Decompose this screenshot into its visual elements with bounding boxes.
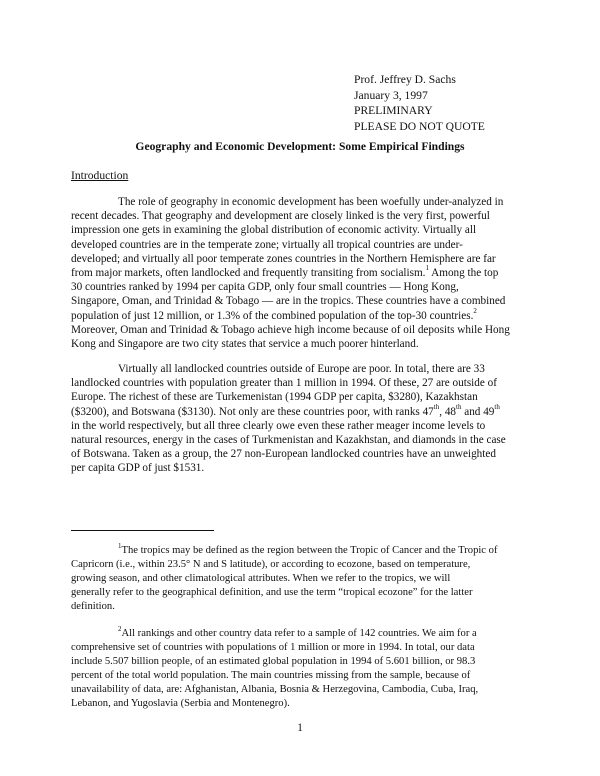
section-heading-introduction: Introduction — [71, 169, 129, 182]
paper-title: Geography and Economic Development: Some Empirical Findings — [135, 140, 465, 153]
text-segment: population of just 12 million, or 1.3% of the combined population of the top-30 countries. — [71, 309, 474, 322]
footnote-mark-1: 1 — [118, 542, 122, 550]
text-line: Moreover, Oman and Trinidad & Tobago achieve high income because of oil deposits while Hong — [71, 323, 510, 336]
text-line: comprehensive set of countries with populations of 1 million or more in 1994. In total, our data — [71, 641, 475, 653]
text-segment: from major markets, often landlocked and frequently transiting from socialism. — [71, 267, 426, 280]
text-line — [71, 402, 530, 419]
text-line: unavailability of data, are: Afghanistan, Albania, Bosnia & Herzegovina, Cambodia, Cuba, Iraq, — [71, 683, 479, 695]
footnote-mark-2: 2 — [118, 625, 122, 633]
ordinal-suffix: th — [494, 402, 500, 411]
text-line — [71, 306, 530, 323]
text-segment: The tropics may be defined as the region between the Tropic of Cancer and the Tropic of — [121, 545, 498, 556]
text-segment: , 48 — [439, 405, 456, 418]
text-line: developed countries are in the temperate zone; virtually all tropical countries are under- — [71, 238, 463, 251]
text-segment: developed; and virtually all poor temperate zones countries in the Northern Hemisphere are far — [71, 252, 496, 265]
text-line: The role of geography in economic development has been woefully under-analyzed in — [118, 196, 504, 208]
author-header — [354, 72, 485, 134]
text-line: landlocked countries with population greater than 1 million in 1994. Of these, 27 are outside of — [71, 377, 497, 390]
text-line: recent decades. That geography and development are closely linked is the very first, powerful — [71, 210, 490, 223]
page-number: 1 — [297, 722, 303, 734]
text-segment: ($3200), and Botswana ($3130). Not only are these countries poor, with ranks 47 — [71, 405, 434, 418]
text-line: Virtually all landlocked countries outside of Europe are poor. In total, there are 33 — [118, 363, 485, 375]
text-line — [71, 266, 530, 280]
author-name: Prof. Jeffrey D. Sachs — [354, 73, 456, 86]
text-segment: Among the top — [428, 267, 499, 280]
text-line: 30 countries ranked by 1994 per capita GDP, only four small countries — Hong Kong, — [71, 281, 459, 294]
text-line: Lebanon, and Yugoslavia (Serbia and Montenegro). — [71, 697, 290, 709]
ordinal-suffix: th — [456, 402, 462, 411]
text-line: definition. — [71, 600, 115, 612]
text-line: in the world respectively, but all three clearly owe even these rather meager income levels to — [71, 419, 486, 432]
paragraph-2 — [71, 362, 530, 476]
document-date: January 3, 1997 — [354, 88, 428, 102]
text-line: impression one gets in examining the global distribution of economic activity. Virtually all — [71, 224, 477, 237]
quote-notice: PLEASE DO NOT QUOTE — [354, 119, 485, 133]
footnote-2 — [71, 627, 530, 710]
text-line: of Botswana. Taken as a group, the 27 non-European landlocked countries have an unweighted — [71, 448, 496, 461]
text-line — [71, 544, 530, 558]
text-line: generally refer to the geographical definition, and use the term “tropical ecozone” for the latter — [71, 586, 473, 598]
draft-status: PRELIMINARY — [354, 104, 433, 118]
text-line — [71, 252, 530, 266]
text-line: include 5.507 billion people, of an estimated global population in 1994 of 5.601 billion, or 98.3 — [71, 655, 476, 667]
footnote-ref-2: 2 — [473, 306, 477, 315]
text-segment: All rankings and other country data refer to a sample of 142 countries. We aim for a — [121, 628, 477, 639]
text-line: per capita GDP of just $1531. — [71, 462, 205, 475]
text-line: Capricorn (i.e., within 23.5° N and S latitude), or according to ecozone, based on temperature, — [71, 558, 471, 570]
text-line: natural resources, energy in the cases of Turkmenistan and Kazakhstan, and diamonds in the case — [71, 434, 506, 447]
text-line: Kong and Singapore are two city states that service a much poorer hinterland. — [71, 338, 419, 351]
text-line: percent of the total world population. The main countries missing from the sample, because of — [71, 669, 471, 681]
text-segment: and 49 — [461, 405, 495, 418]
footnote-1 — [71, 544, 530, 614]
text-line: Singapore, Oman, and Trinidad & Tobago — are in the tropics. These countries have a combined — [71, 295, 506, 308]
text-line — [71, 627, 530, 641]
ordinal-suffix: th — [433, 402, 440, 411]
paragraph-1 — [71, 195, 530, 351]
text-line: growing season, and other climatological attributes. When we refer to the tropics, we will — [71, 572, 451, 584]
footnote-separator — [71, 530, 214, 531]
text-line: Europe. The richest of these are Turkemenistan (1994 GDP per capita, $3280), Kazakhstan — [71, 391, 478, 404]
footnote-ref-1: 1 — [425, 264, 429, 273]
